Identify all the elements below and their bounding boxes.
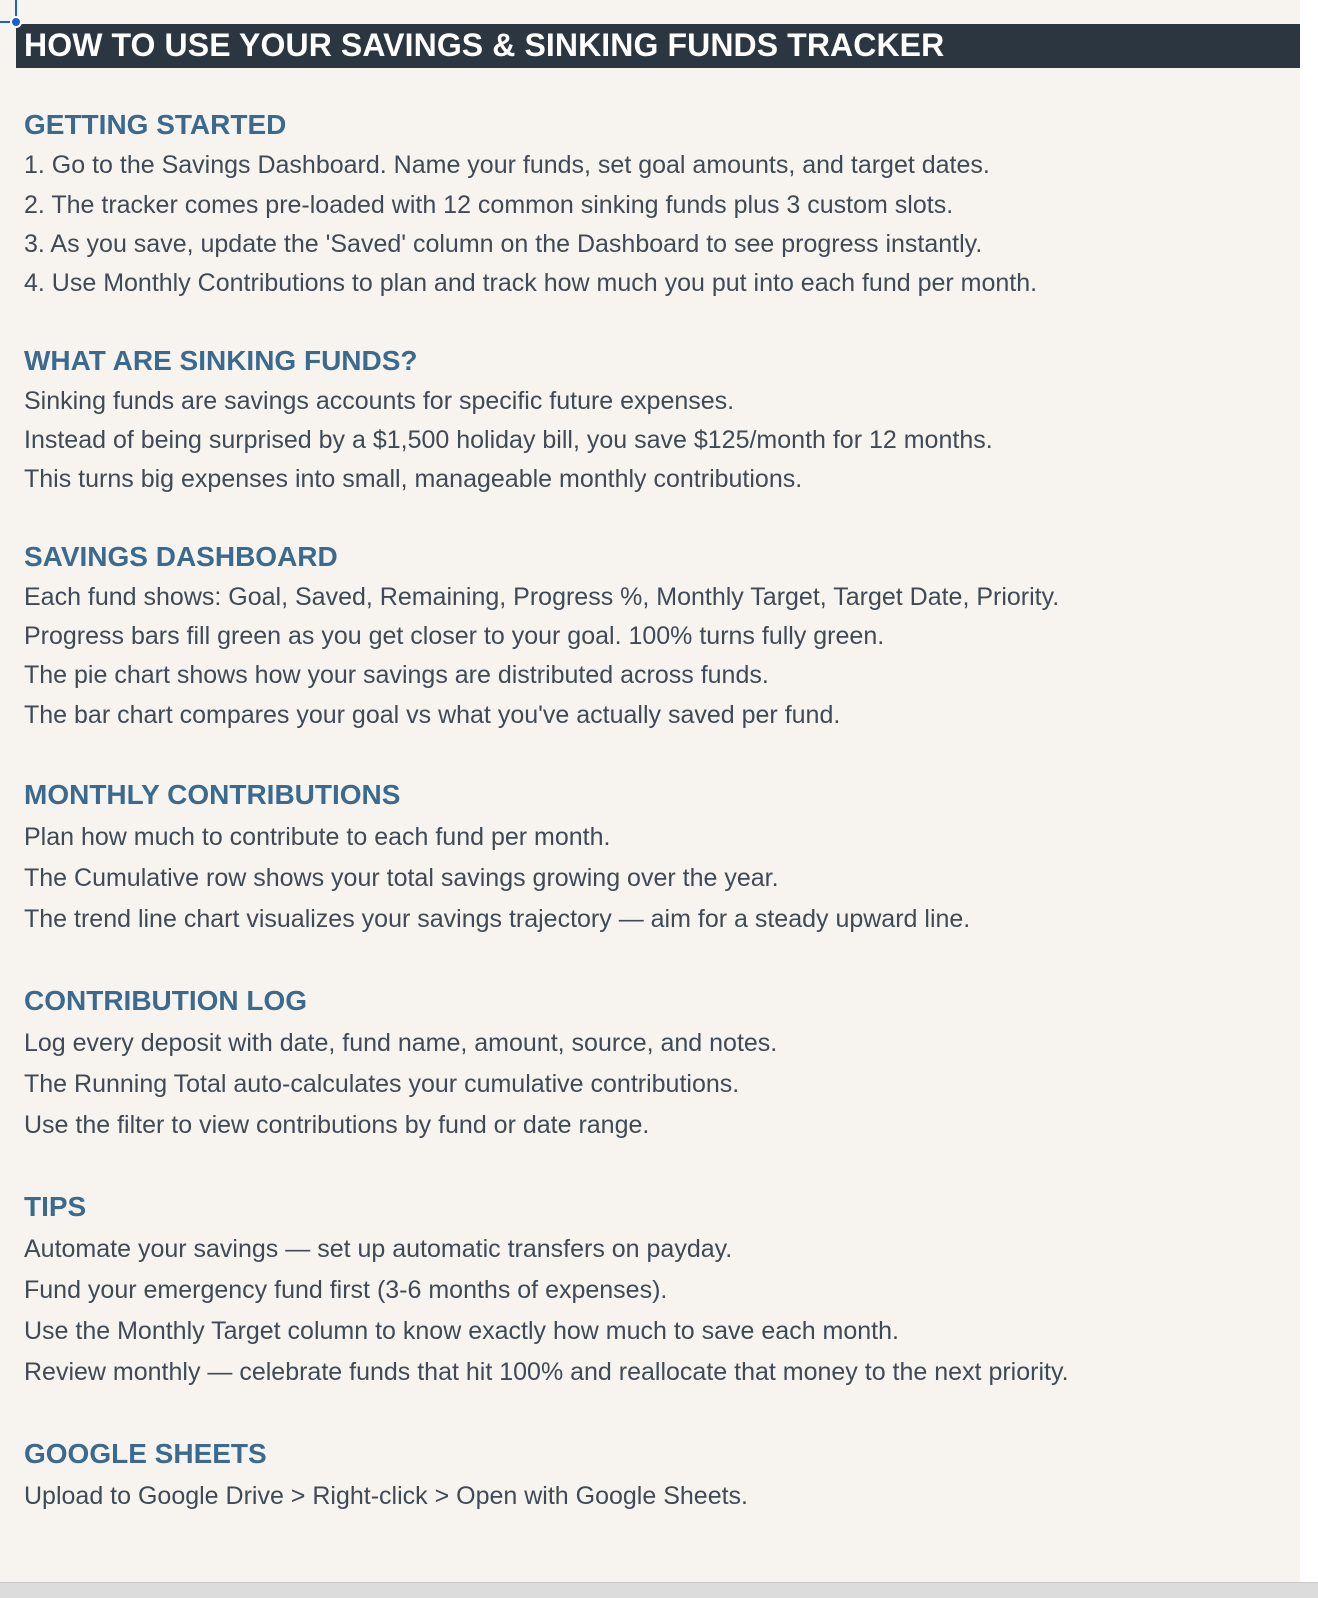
- title-cell[interactable]: [16, 24, 1318, 68]
- instruction-line[interactable]: Instead of being surprised by a $1,500 holiday bill, you save $125/month for 12 months.: [24, 426, 993, 454]
- section-heading[interactable]: GETTING STARTED: [24, 109, 287, 140]
- instruction-line[interactable]: 1. Go to the Savings Dashboard. Name your funds, set goal amounts, and target dates.: [24, 151, 990, 179]
- instruction-line[interactable]: The Cumulative row shows your total savings growing over the year.: [24, 864, 779, 892]
- instruction-line[interactable]: Automate your savings — set up automatic transfers on payday.: [24, 1235, 733, 1263]
- page-title: HOW TO USE YOUR SAVINGS & SINKING FUNDS TRACKER: [24, 27, 945, 63]
- instruction-line[interactable]: Upload to Google Drive > Right-click > Open with Google Sheets.: [24, 1482, 748, 1510]
- instruction-line[interactable]: 3. As you save, update the 'Saved' column on the Dashboard to see progress instantly.: [24, 230, 983, 258]
- section-heading[interactable]: MONTHLY CONTRIBUTIONS: [24, 779, 401, 810]
- instruction-line[interactable]: 4. Use Monthly Contributions to plan and track how much you put into each fund per month.: [24, 269, 1038, 297]
- selection-fill-handle[interactable]: [10, 16, 22, 28]
- instruction-line[interactable]: The pie chart shows how your savings are distributed across funds.: [24, 661, 769, 689]
- instruction-line[interactable]: Sinking funds are savings accounts for specific future expenses.: [24, 387, 735, 415]
- instruction-line[interactable]: Progress bars fill green as you get closer to your goal. 100% turns fully green.: [24, 622, 885, 650]
- instruction-line[interactable]: Plan how much to contribute to each fund per month.: [24, 823, 611, 851]
- instruction-line[interactable]: The Running Total auto-calculates your cumulative contributions.: [24, 1070, 740, 1098]
- instruction-line[interactable]: The trend line chart visualizes your savings trajectory — aim for a steady upward line.: [24, 905, 971, 933]
- section-heading[interactable]: WHAT ARE SINKING FUNDS?: [24, 345, 418, 376]
- section-heading[interactable]: SAVINGS DASHBOARD: [24, 541, 338, 572]
- instruction-line[interactable]: This turns big expenses into small, manageable monthly contributions.: [24, 465, 803, 493]
- section-heading[interactable]: GOOGLE SHEETS: [24, 1438, 267, 1469]
- instruction-line[interactable]: Use the filter to view contributions by fund or date range.: [24, 1111, 650, 1139]
- section-heading[interactable]: CONTRIBUTION LOG: [24, 985, 308, 1016]
- instruction-line[interactable]: 2. The tracker comes pre-loaded with 12 common sinking funds plus 3 custom slots.: [24, 191, 954, 219]
- instruction-line[interactable]: Use the Monthly Target column to know exactly how much to save each month.: [24, 1317, 899, 1345]
- horizontal-scrollbar-track[interactable]: [0, 1582, 1318, 1598]
- section-heading[interactable]: TIPS: [24, 1191, 87, 1222]
- sheet-right-margin: [1300, 0, 1318, 1582]
- instruction-line[interactable]: The bar chart compares your goal vs what you've actually saved per fund.: [24, 701, 841, 729]
- instruction-line[interactable]: Fund your emergency fund first (3-6 months of expenses).: [24, 1276, 668, 1304]
- instruction-line[interactable]: Each fund shows: Goal, Saved, Remaining, Progress %, Monthly Target, Target Date, Priority.: [24, 583, 1060, 611]
- instruction-line[interactable]: Log every deposit with date, fund name, amount, source, and notes.: [24, 1029, 778, 1057]
- instruction-line[interactable]: Review monthly — celebrate funds that hit 100% and reallocate that money to the next priority.: [24, 1358, 1069, 1386]
